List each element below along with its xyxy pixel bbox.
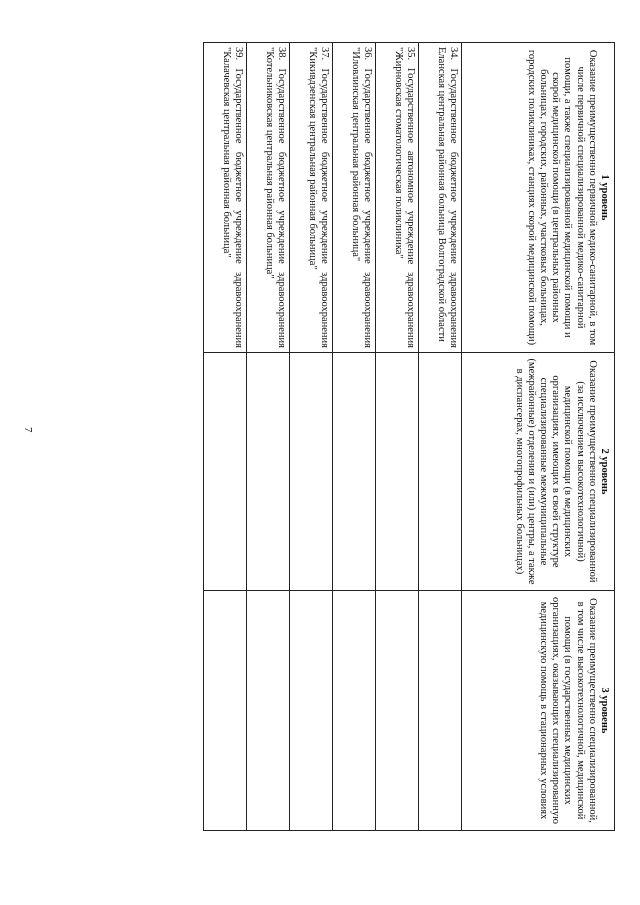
organization-cell: 37. Государственное бюджетное учреждение здравоохранения "Кикивдзенская центральная районная больница" [290, 43, 333, 353]
level-2-cell [376, 353, 419, 591]
header-level-2 [462, 353, 615, 591]
level-2-cell [204, 353, 247, 591]
organization-cell: 35. Государственное автономное учреждение здравоохранения "Жирновская стоматологическая поликлиника" [376, 43, 419, 353]
header-level-2-title: 2 уровень [599, 448, 610, 495]
header-level-3-title: 3 уровень [599, 687, 610, 734]
level-2-cell [290, 353, 333, 591]
page-number: 7 [22, 427, 34, 433]
table-header-row [462, 43, 615, 831]
header-level-1-title: 1 уровень [599, 174, 610, 221]
table-row [204, 43, 247, 831]
table-row [290, 43, 333, 831]
organization-cell: 34. Государственное бюджетное учреждение здравоохранения Еланская центральная районная больница Волгоградской области [419, 43, 462, 353]
table-row [419, 43, 462, 831]
table-row [376, 43, 419, 831]
table-row [333, 43, 376, 831]
levels-table-container [203, 42, 615, 830]
level-2-cell [247, 353, 290, 591]
level-3-cell [376, 591, 419, 831]
level-2-cell [419, 353, 462, 591]
level-3-cell [290, 591, 333, 831]
organization-cell: 39. Государственное бюджетное учреждение здравоохранения "Калачевская центральная районная больница" [204, 43, 247, 353]
level-3-cell [333, 591, 376, 831]
medical-levels-table [203, 42, 615, 831]
organization-cell: 38. Государственное бюджетное учреждение здравоохранения "Котельниковская центральная районная больница" [247, 43, 290, 353]
header-level-3 [462, 591, 615, 831]
organization-cell: 36. Государственное бюджетное учреждение здравоохранения "Иловлинская центральная районная больница" [333, 43, 376, 353]
level-2-cell [333, 353, 376, 591]
level-3-cell [204, 591, 247, 831]
header-level-3-description: Оказание преимущественно специализированной, в том числе высокотехнологичной, медицинской помощи (в государственных медицинских организациях, оказывающих специализированную медицинскую помощь в стационарных условиях [538, 597, 598, 824]
level-3-cell [247, 591, 290, 831]
header-level-2-description: Оказание преимущественно специализированной (за исключением высокотехнологичной) медицинской помощи (в медицинских организациях, имеющих в своей структуре специализированные межмуниципальные (межрайонные) отделения и (или) центры, а также в диспансерах, многопрофильных больницах) [513, 358, 598, 585]
header-level-1 [462, 43, 615, 353]
level-3-cell [419, 591, 462, 831]
header-level-1-description: Оказание преимущественно первичной медико-санитарной, в том числе первичной специализированной медико-санитарной помощи, а также специализированной медицинской помощи и скорой медицинской помощи (в центральных районных больницах, городских, районных, участковых больницах, городских поликлиниках, станциях скорой медицинской помощи) [525, 49, 598, 346]
table-row [247, 43, 290, 831]
